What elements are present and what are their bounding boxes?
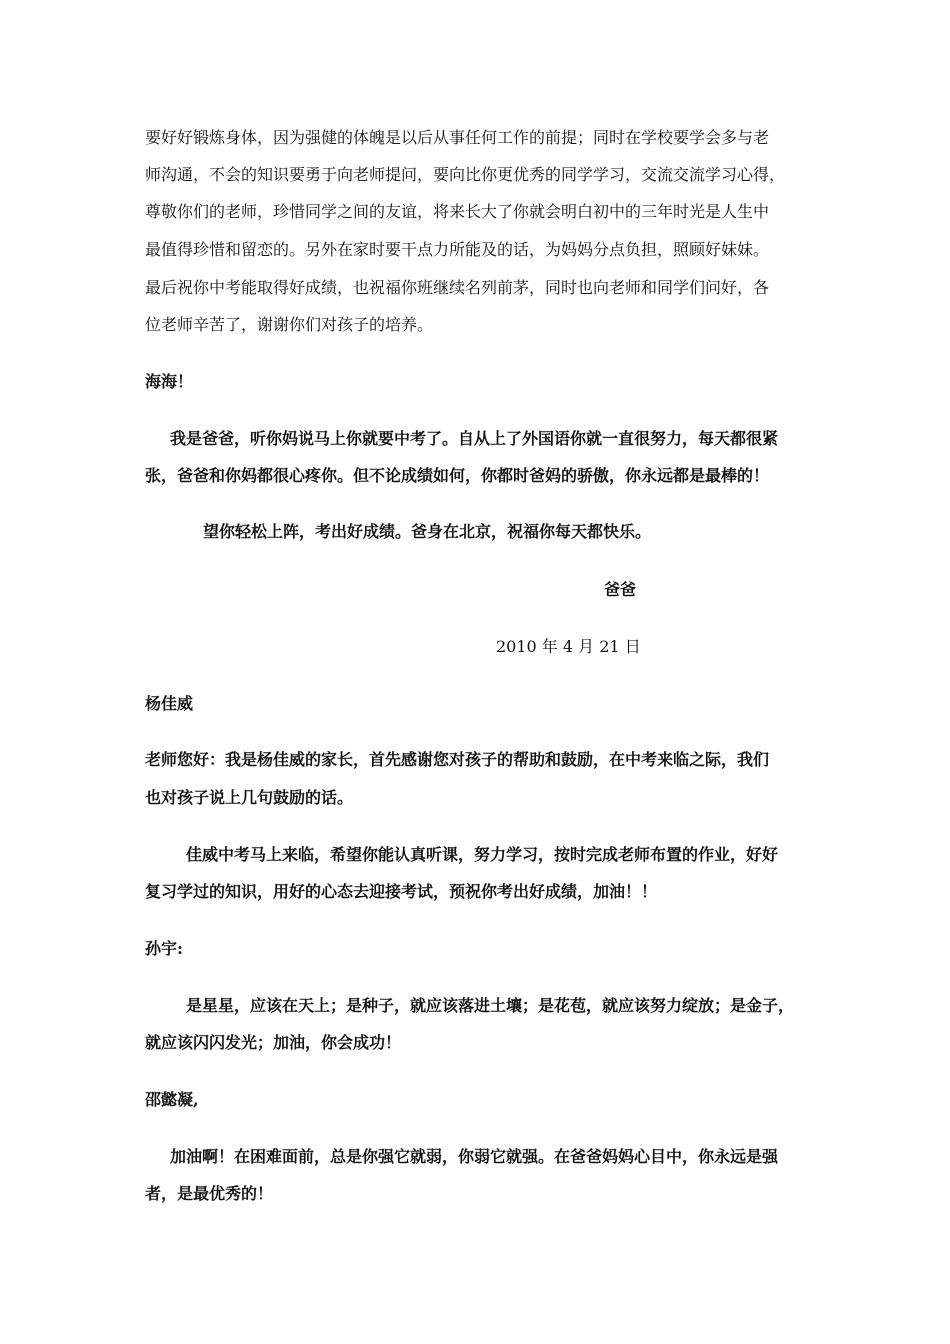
shao-name: 邵懿凝, <box>145 1090 199 1109</box>
haihai-para2: 望你轻松上阵，考出好成绩。爸身在北京，祝福你每天都快乐。 <box>203 522 652 541</box>
yang-para2-line-2: 复习学过的知识，用好的心态去迎接考试，预祝你考出好成绩，加油！！ <box>145 882 658 901</box>
haihai-salutation: 海海！ <box>145 372 194 391</box>
yang-para1-line-1: 老师您好：我是杨佳威的家长，首先感谢您对孩子的帮助和鼓励，在中考来临之际，我们 <box>145 750 770 769</box>
shao-para-line-1: 加油啊！在困难面前，总是你强它就弱，你弱它就强。在爸爸妈妈心目中，你永远是强 <box>170 1147 779 1166</box>
sun-para-line-1: 是星星，应该在天上；是种子，就应该落进土壤；是花苞，就应该努力绽放；是金子， <box>186 996 795 1015</box>
haihai-para1-line-2: 张，爸爸和你妈都很心疼你。但不论成绩如何，你都时爸妈的骄傲，你永远都是最棒的！ <box>145 466 770 485</box>
yang-para1-line-2: 也对孩子说上几句鼓励的话。 <box>145 788 354 807</box>
yang-para2-line-1: 佳威中考马上来临，希望你能认真听课，努力学习，按时完成老师布置的作业，好好 <box>186 845 779 864</box>
intro-line-4: 最值得珍惜和留恋的。另外在家时要干点力所能及的话，为妈妈分点负担，照顾好妹妹。 <box>145 240 770 259</box>
haihai-date: 2010 年 4 月 21 日 <box>496 637 641 656</box>
intro-line-3: 尊敬你们的老师，珍惜同学之间的友谊，将来长大了你就会明白初中的三年时光是人生中 <box>145 202 770 221</box>
haihai-para1-line-1: 我是爸爸，听你妈说马上你就要中考了。自从上了外国语你就一直很努力，每天都很紧 <box>170 429 779 448</box>
intro-line-5: 最后祝你中考能取得好成绩，也祝福你班继续名列前茅，同时也向老师和同学们问好，各 <box>145 278 770 297</box>
sun-name: 孙宇: <box>145 939 183 958</box>
shao-para-line-2: 者，是最优秀的！ <box>145 1184 274 1203</box>
yang-name: 杨佳威 <box>145 694 194 713</box>
sun-para-line-2: 就应该闪闪发光；加油，你会成功！ <box>145 1033 402 1052</box>
haihai-signature: 爸爸 <box>604 580 637 599</box>
intro-line-2: 师沟通，不会的知识要勇于向老师提问，要向比你更优秀的同学学习，交流交流学习心得， <box>145 165 786 184</box>
intro-line-6: 位老师辛苦了，谢谢你们对孩子的培养。 <box>145 315 434 334</box>
intro-line-1: 要好好锻炼身体，因为强健的体魄是以后从事任何工作的前提；同时在学校要学会多与老 <box>145 128 770 147</box>
